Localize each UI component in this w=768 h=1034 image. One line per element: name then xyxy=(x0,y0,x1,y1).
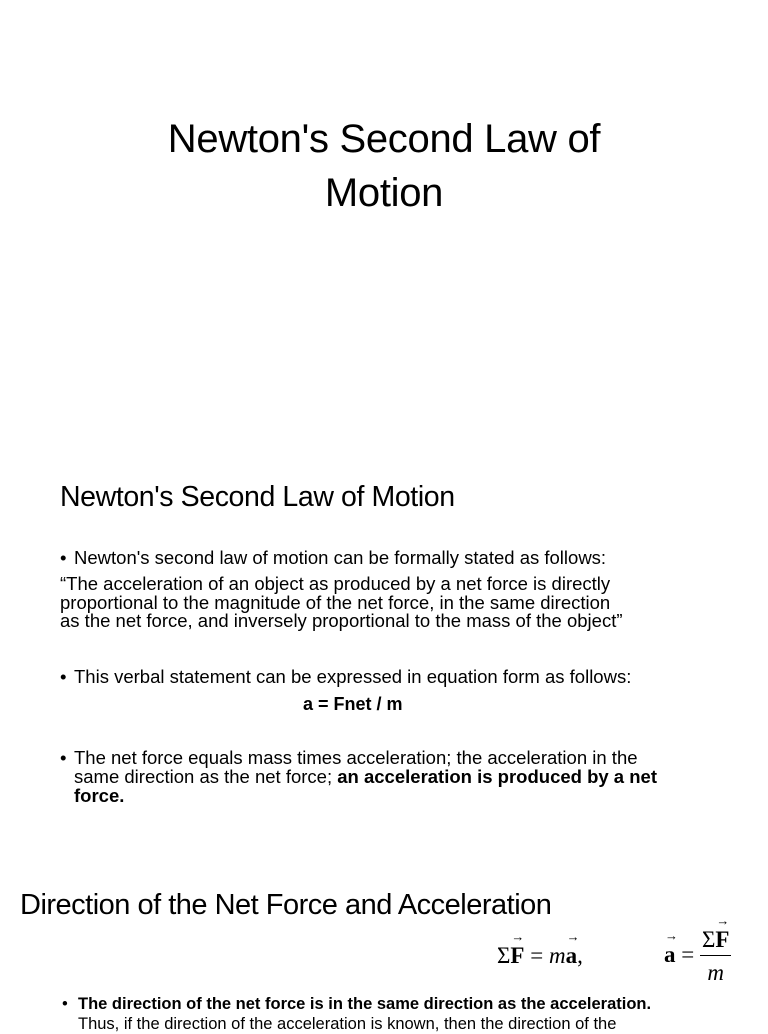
sigma-symbol: Σ xyxy=(497,943,511,968)
bullet-text: Newton's second law of motion can be formally stated as follows: xyxy=(74,547,607,568)
bullet-text-bold: an acceleration is produced by a net xyxy=(337,766,657,787)
equation-acceleration: a = Fnet / m xyxy=(303,694,403,714)
bullet-direction xyxy=(62,994,652,1034)
bullet-text-line1: The net force equals mass times acceleration; the acceleration in the xyxy=(74,747,638,768)
vector-a: → a xyxy=(664,942,676,968)
mass-symbol: m xyxy=(548,943,566,968)
bullet-marker: • xyxy=(60,666,67,687)
bullet-text-plain: same direction as the net force; xyxy=(74,766,338,787)
law-quote xyxy=(60,575,623,631)
vector-f: → F xyxy=(715,927,729,953)
equals-sign: = xyxy=(675,941,700,967)
bullet-marker: • xyxy=(60,547,67,568)
sigma-symbol: Σ xyxy=(701,927,716,952)
bullet-text: This verbal statement can be expressed in equation form as follows: xyxy=(74,666,632,687)
slide-title-line1: Newton's Second Law of xyxy=(167,117,601,161)
formula-sum-f-equals-ma xyxy=(497,943,583,969)
bullet-net-force xyxy=(60,747,657,806)
comma: , xyxy=(577,943,583,968)
fraction-denominator: m xyxy=(707,960,725,985)
bullet-marker: • xyxy=(62,995,68,1013)
formula-a-equals-sum-f-over-m xyxy=(664,927,731,986)
bullet-equation-intro xyxy=(60,666,632,687)
bullet-statement-intro xyxy=(60,547,607,568)
bullet-marker: • xyxy=(60,747,67,768)
section-heading-second-law: Newton's Second Law of Motion xyxy=(60,481,455,513)
bullet-text-line2 xyxy=(74,767,657,786)
slide-title xyxy=(0,112,768,220)
vector-f: → F xyxy=(510,943,524,969)
section-heading-direction: Direction of the Net Force and Acceleration xyxy=(20,889,552,921)
bullet-text-line3: force. xyxy=(74,785,125,806)
slide-title-line2: Motion xyxy=(324,171,444,215)
bullet-text-line2: Thus, if the direction of the acceleration is known, then the direction of the xyxy=(78,1015,617,1033)
quote-line: “The acceleration of an object as produced by a net force is directly xyxy=(60,573,611,594)
fraction-numerator xyxy=(700,927,731,956)
fraction xyxy=(700,927,731,986)
equals-sign: = xyxy=(524,943,549,968)
bullet-text-bold: The direction of the net force is in the same direction as the acceleration. xyxy=(78,995,652,1013)
quote-line: as the net force, and inversely proportional to the mass of the object” xyxy=(60,610,623,632)
vector-a: → a xyxy=(566,943,578,969)
quote-line: proportional to the magnitude of the net force, in the same direction xyxy=(60,591,611,613)
